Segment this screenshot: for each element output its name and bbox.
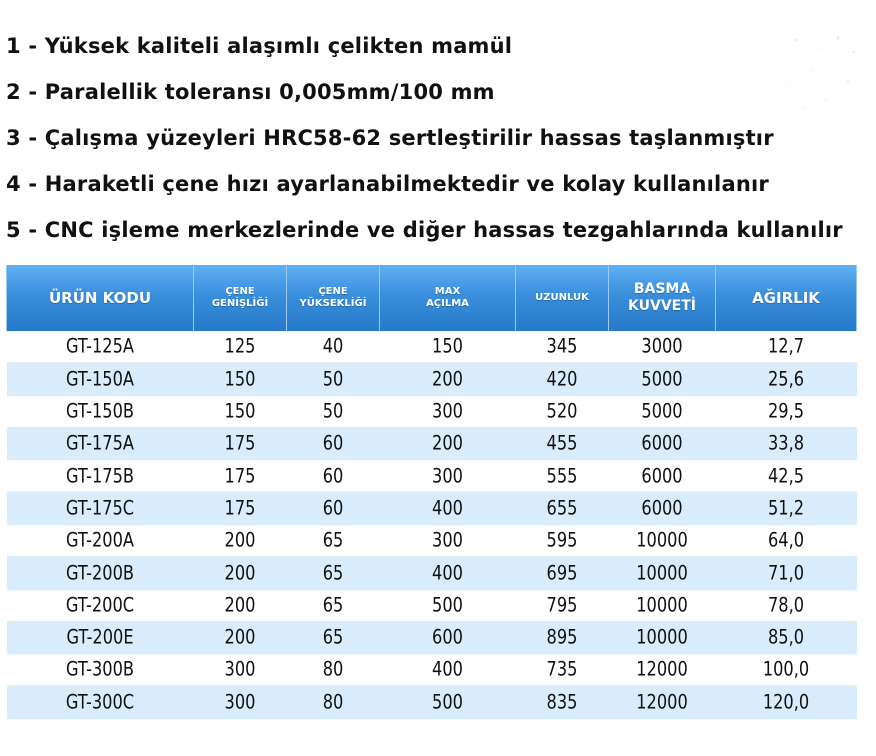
- weight-cell: 33,8: [716, 426, 857, 461]
- product-code-cell: GT-300B: [7, 652, 194, 687]
- clamping-force-cell: 12000: [609, 652, 716, 687]
- table-row: [7, 653, 857, 685]
- max-opening-cell: 400: [380, 652, 516, 687]
- feature-list: [0, 28, 876, 258]
- product-code-cell: GT-175B: [7, 458, 194, 493]
- clamping-force-cell: 10000: [609, 588, 716, 623]
- weight-cell: 51,2: [716, 491, 857, 526]
- table-row: [7, 427, 857, 459]
- header-cene-yuksekligi: ÇENE YÜKSEKLİĞİ: [287, 265, 380, 331]
- length-cell: 795: [516, 588, 609, 623]
- table-row: [7, 492, 857, 524]
- jaw-height-cell: 60: [287, 458, 380, 493]
- table-row: [7, 621, 857, 653]
- length-cell: 345: [516, 330, 609, 364]
- header-max-acilma: MAX AÇILMA: [380, 265, 516, 331]
- header-uzunluk: UZUNLUK: [516, 265, 609, 331]
- feature-item: 3 - Çalışma yüzeyleri HRC58-62 sertleştirilir hassas taşlanmıştır: [6, 126, 774, 150]
- jaw-width-cell: 300: [194, 684, 287, 719]
- weight-cell: 71,0: [716, 555, 857, 590]
- decorative-speckle-graphic: [766, 30, 866, 130]
- product-code-cell: GT-150A: [7, 362, 194, 397]
- table-row: [7, 363, 857, 395]
- table-row: [7, 460, 857, 492]
- jaw-height-cell: 50: [287, 394, 380, 429]
- header-urun-kodu: ÜRÜN KODU: [7, 265, 194, 331]
- clamping-force-cell: 5000: [609, 394, 716, 429]
- product-code-cell: GT-125A: [7, 330, 194, 364]
- clamping-force-cell: 6000: [609, 426, 716, 461]
- max-opening-cell: 400: [380, 491, 516, 526]
- table-row: [7, 395, 857, 427]
- table-header-row: [7, 265, 857, 331]
- product-code-cell: GT-150B: [7, 394, 194, 429]
- max-opening-cell: 500: [380, 588, 516, 623]
- jaw-height-cell: 65: [287, 555, 380, 590]
- product-code-cell: GT-200E: [7, 620, 194, 655]
- jaw-height-cell: 50: [287, 362, 380, 397]
- header-cene-genisligi: ÇENE GENİŞLİĞİ: [194, 265, 287, 331]
- table-row: [7, 524, 857, 556]
- max-opening-cell: 300: [380, 458, 516, 493]
- table-row: [7, 589, 857, 621]
- jaw-width-cell: 300: [194, 652, 287, 687]
- product-code-cell: GT-300C: [7, 684, 194, 719]
- header-agirlik: AĞIRLIK: [716, 265, 857, 331]
- jaw-width-cell: 200: [194, 620, 287, 655]
- weight-cell: 85,0: [716, 620, 857, 655]
- length-cell: 895: [516, 620, 609, 655]
- max-opening-cell: 200: [380, 362, 516, 397]
- max-opening-cell: 200: [380, 426, 516, 461]
- length-cell: 735: [516, 652, 609, 687]
- clamping-force-cell: 6000: [609, 458, 716, 493]
- length-cell: 655: [516, 491, 609, 526]
- clamping-force-cell: 10000: [609, 620, 716, 655]
- length-cell: 595: [516, 523, 609, 558]
- jaw-width-cell: 200: [194, 555, 287, 590]
- length-cell: 420: [516, 362, 609, 397]
- jaw-height-cell: 80: [287, 684, 380, 719]
- clamping-force-cell: 12000: [609, 684, 716, 719]
- product-code-cell: GT-200B: [7, 555, 194, 590]
- weight-cell: 100,0: [716, 652, 857, 687]
- feature-item: 1 - Yüksek kaliteli alaşımlı çelikten mamül: [6, 34, 513, 58]
- jaw-height-cell: 40: [287, 330, 380, 364]
- jaw-width-cell: 125: [194, 330, 287, 364]
- length-cell: 695: [516, 555, 609, 590]
- table-row: [7, 686, 857, 718]
- length-cell: 455: [516, 426, 609, 461]
- product-code-cell: GT-200A: [7, 523, 194, 558]
- jaw-width-cell: 200: [194, 588, 287, 623]
- jaw-height-cell: 80: [287, 652, 380, 687]
- weight-cell: 64,0: [716, 523, 857, 558]
- clamping-force-cell: 3000: [609, 330, 716, 364]
- jaw-height-cell: 60: [287, 426, 380, 461]
- clamping-force-cell: 10000: [609, 555, 716, 590]
- max-opening-cell: 300: [380, 523, 516, 558]
- product-spec-table: [6, 265, 857, 719]
- clamping-force-cell: 6000: [609, 491, 716, 526]
- clamping-force-cell: 5000: [609, 362, 716, 397]
- jaw-width-cell: 175: [194, 458, 287, 493]
- feature-item: 5 - CNC işleme merkezlerinde ve diğer hassas tezgahlarında kullanılır: [6, 218, 843, 242]
- weight-cell: 42,5: [716, 458, 857, 493]
- jaw-width-cell: 150: [194, 362, 287, 397]
- jaw-height-cell: 60: [287, 491, 380, 526]
- max-opening-cell: 600: [380, 620, 516, 655]
- max-opening-cell: 300: [380, 394, 516, 429]
- jaw-height-cell: 65: [287, 523, 380, 558]
- feature-item: 2 - Paralellik toleransı 0,005mm/100 mm: [6, 80, 495, 104]
- weight-cell: 120,0: [716, 684, 857, 719]
- weight-cell: 78,0: [716, 588, 857, 623]
- product-code-cell: GT-175C: [7, 491, 194, 526]
- jaw-height-cell: 65: [287, 620, 380, 655]
- product-code-cell: GT-175A: [7, 426, 194, 461]
- length-cell: 520: [516, 394, 609, 429]
- jaw-height-cell: 65: [287, 588, 380, 623]
- jaw-width-cell: 200: [194, 523, 287, 558]
- header-basma-kuvveti: BASMA KUVVETİ: [609, 265, 716, 331]
- weight-cell: 25,6: [716, 362, 857, 397]
- max-opening-cell: 150: [380, 330, 516, 364]
- jaw-width-cell: 150: [194, 394, 287, 429]
- table-row: [7, 331, 857, 363]
- feature-item: 4 - Haraketli çene hızı ayarlanabilmektedir ve kolay kullanılanır: [6, 172, 769, 196]
- weight-cell: 29,5: [716, 394, 857, 429]
- max-opening-cell: 500: [380, 684, 516, 719]
- jaw-width-cell: 175: [194, 426, 287, 461]
- clamping-force-cell: 10000: [609, 523, 716, 558]
- product-code-cell: GT-200C: [7, 588, 194, 623]
- max-opening-cell: 400: [380, 555, 516, 590]
- jaw-width-cell: 175: [194, 491, 287, 526]
- length-cell: 835: [516, 684, 609, 719]
- length-cell: 555: [516, 458, 609, 493]
- weight-cell: 12,7: [716, 330, 857, 364]
- table-row: [7, 557, 857, 589]
